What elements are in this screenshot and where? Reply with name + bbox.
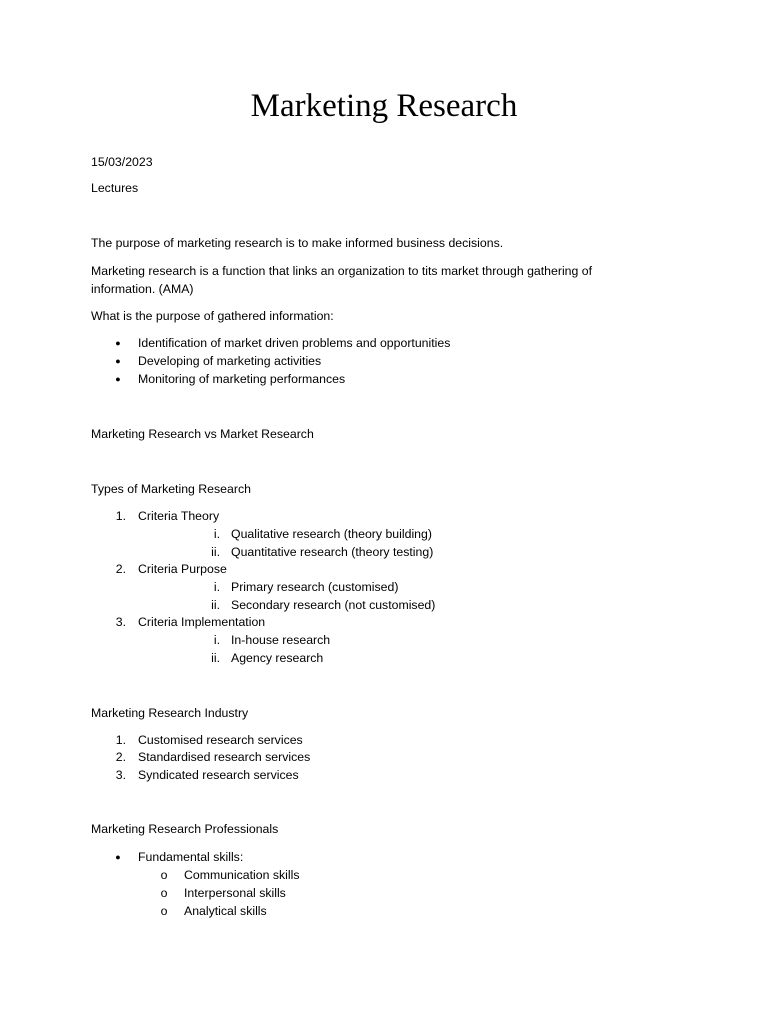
sub-list-item: Secondary research (not customised): [231, 598, 436, 612]
list-number: 3.: [115, 615, 126, 629]
section-heading-types: Types of Marketing Research: [91, 482, 251, 496]
circle-bullet-icon: o: [160, 886, 168, 900]
sub-list-item: Communication skills: [184, 868, 300, 882]
list-item: Fundamental skills:: [138, 850, 244, 864]
list-number: 1.: [115, 733, 126, 747]
list-item: Criteria Theory: [138, 509, 220, 523]
list-number: ii.: [211, 545, 220, 559]
list-number: i.: [213, 580, 220, 594]
circle-bullet-icon: o: [160, 904, 168, 918]
paragraph-question: What is the purpose of gathered information:: [91, 309, 334, 323]
sub-list-item: Qualitative research (theory building): [231, 527, 432, 541]
bullet-icon: ●: [115, 852, 121, 862]
list-number: 2.: [115, 750, 126, 764]
list-number: i.: [213, 633, 220, 647]
sub-list-item: Agency research: [231, 651, 324, 665]
section-heading-professionals: Marketing Research Professionals: [91, 822, 279, 836]
list-item: Criteria Purpose: [138, 562, 227, 576]
list-item: Identification of market driven problems and opportunities: [138, 336, 451, 350]
sub-list-item: Primary research (customised): [231, 580, 399, 594]
list-number: i.: [213, 527, 220, 541]
document-subtitle: Lectures: [91, 181, 139, 195]
bullet-icon: ●: [115, 374, 121, 384]
bullet-icon: ●: [115, 338, 121, 348]
document-title: Marketing Research: [250, 88, 518, 124]
list-number: 2.: [115, 562, 126, 576]
document-date: 15/03/2023: [91, 155, 153, 169]
paragraph-definition: Marketing research is a function that links an organization to tits market through gathering of information. (AMA): [91, 264, 593, 296]
list-item: Customised research services: [138, 733, 303, 747]
list-item: Criteria Implementation: [138, 615, 266, 629]
circle-bullet-icon: o: [160, 868, 168, 882]
paragraph-purpose: The purpose of marketing research is to make informed business decisions.: [91, 236, 504, 250]
section-heading-industry: Marketing Research Industry: [91, 706, 249, 720]
list-number: 1.: [115, 509, 126, 523]
sub-list-item: In-house research: [231, 633, 331, 647]
bullet-icon: ●: [115, 356, 121, 366]
list-number: ii.: [211, 598, 220, 612]
list-item: Standardised research services: [138, 750, 311, 764]
list-item: Syndicated research services: [138, 768, 299, 782]
sub-list-item: Quantitative research (theory testing): [231, 545, 434, 559]
sub-list-item: Interpersonal skills: [184, 886, 286, 900]
list-item: Developing of marketing activities: [138, 354, 322, 368]
sub-list-item: Analytical skills: [184, 904, 267, 918]
list-number: 3.: [115, 768, 126, 782]
section-heading-vs: Marketing Research vs Market Research: [91, 427, 314, 441]
list-item: Monitoring of marketing performances: [138, 372, 346, 386]
list-number: ii.: [211, 651, 220, 665]
